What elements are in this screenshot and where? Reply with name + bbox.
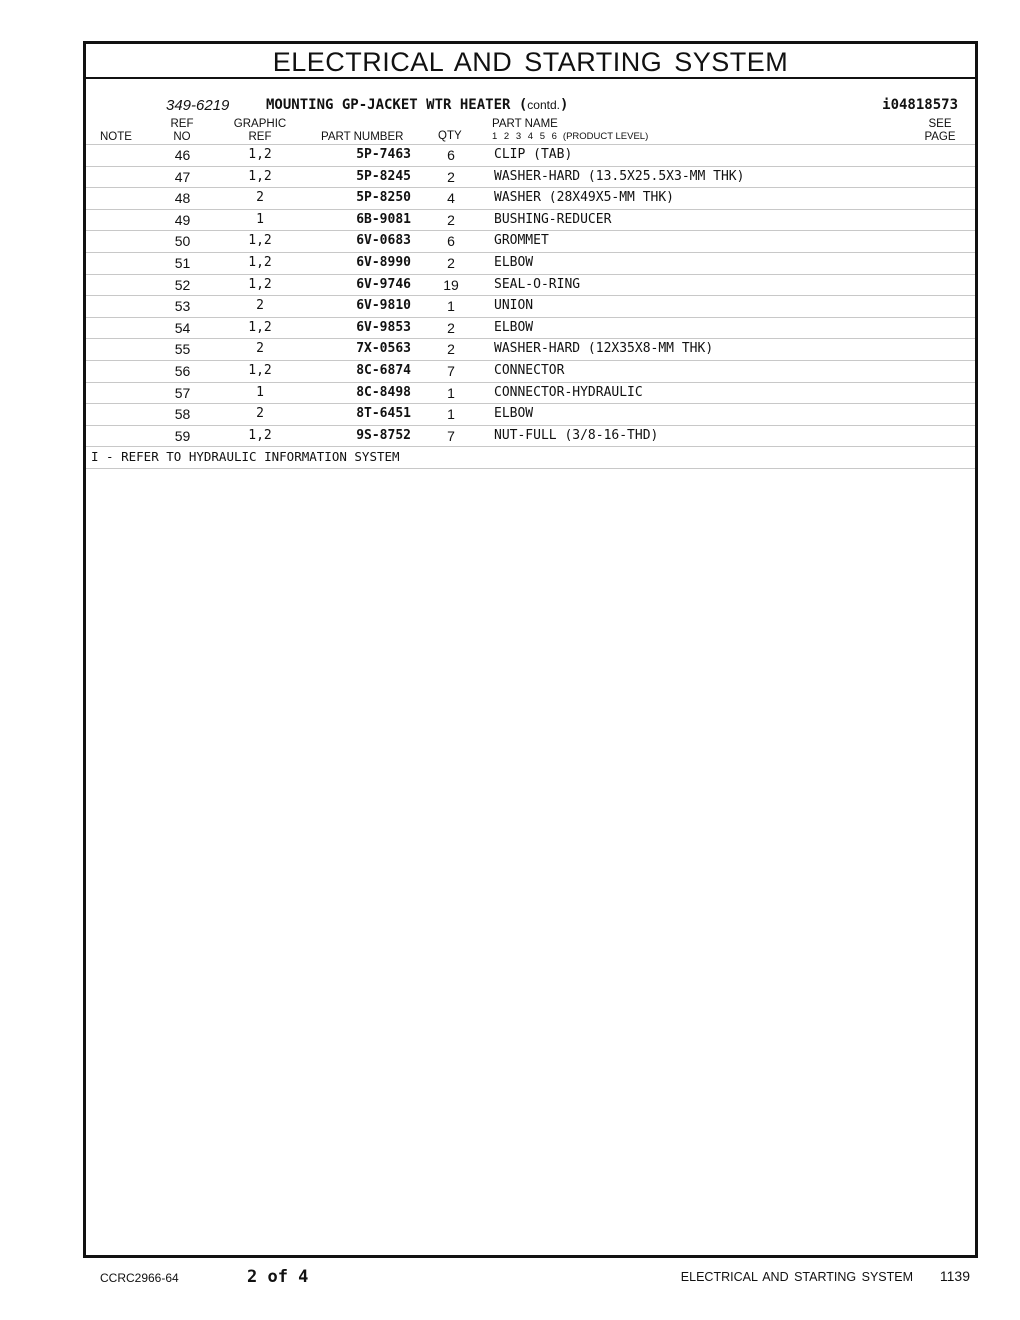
graphic-ref: 2 <box>256 406 264 422</box>
note-text: I - REFER TO HYDRAULIC INFORMATION SYSTEM <box>91 449 400 465</box>
page-title: ELECTRICAL AND STARTING SYSTEM <box>86 44 975 79</box>
page-frame <box>83 41 978 1258</box>
graphic-ref: 1,2 <box>248 276 272 292</box>
ref-no: 54 <box>174 319 191 336</box>
ref-no: 49 <box>174 211 191 228</box>
table-row <box>86 426 975 448</box>
graphic-ref: 2 <box>256 190 264 206</box>
col-graphic-bottom: REF <box>248 131 272 143</box>
col-ref <box>170 118 194 144</box>
part-name: WASHER-HARD (13.5X25.5X3-MM THK) <box>494 168 745 184</box>
part-number: 6V-9810 <box>356 298 411 314</box>
part-name: WASHER (28X49X5-MM THK) <box>494 190 675 206</box>
group-name-text: MOUNTING GP-JACKET WTR HEATER ( <box>266 97 528 113</box>
table-row <box>86 361 975 383</box>
part-name: CONNECTOR <box>494 362 565 378</box>
quantity: 2 <box>447 341 455 358</box>
graphic-ref: 1,2 <box>248 319 272 335</box>
part-number: 5P-8245 <box>356 168 411 184</box>
quantity: 1 <box>447 298 455 315</box>
part-number: 6V-9853 <box>356 319 411 335</box>
group-name-close: ) <box>560 97 569 113</box>
graphic-ref: 1,2 <box>248 147 272 162</box>
graphic-ref: 1,2 <box>248 362 272 378</box>
part-number: 6V-8990 <box>356 254 411 270</box>
group-name <box>266 97 568 113</box>
ref-no: 48 <box>174 190 191 207</box>
ref-no: 56 <box>174 362 191 379</box>
graphic-ref: 1 <box>256 211 264 227</box>
ref-no: 58 <box>174 406 191 423</box>
col-ref-top: REF <box>170 118 194 130</box>
quantity: 4 <box>447 190 455 207</box>
quantity: 7 <box>447 427 455 444</box>
part-number: 5P-8250 <box>356 190 411 206</box>
col-part-number: PART NUMBER <box>321 131 404 143</box>
col-graphic <box>232 118 288 144</box>
part-name: ELBOW <box>494 254 534 270</box>
ref-no: 47 <box>174 168 191 185</box>
part-number: 6B-9081 <box>356 211 411 227</box>
part-number: 9S-8752 <box>356 427 411 443</box>
page-footer <box>0 1266 1020 1290</box>
table-row <box>86 318 975 340</box>
quantity: 2 <box>447 168 455 185</box>
quantity: 2 <box>447 211 455 228</box>
group-id: i04818573 <box>882 97 958 113</box>
footer-section: ELECTRICAL AND STARTING SYSTEM <box>680 1270 913 1284</box>
footer-page-count: 2 of 4 <box>247 1267 309 1287</box>
graphic-ref: 2 <box>256 341 264 357</box>
graphic-ref: 2 <box>256 298 264 314</box>
graphic-ref: 1,2 <box>248 254 272 270</box>
col-product-levels <box>492 131 648 142</box>
quantity: 19 <box>443 276 459 293</box>
quantity: 2 <box>447 254 455 271</box>
part-name: BUSHING-REDUCER <box>494 211 612 227</box>
ref-no: 46 <box>174 147 191 163</box>
col-qty: QTY <box>438 130 462 142</box>
ref-no: 51 <box>174 254 191 271</box>
quantity: 7 <box>447 362 455 379</box>
product-level-numbers: 1 2 3 4 5 6 <box>492 131 557 142</box>
part-name: CONNECTOR-HYDRAULIC <box>494 384 643 400</box>
table-row <box>86 210 975 232</box>
part-name: ELBOW <box>494 319 534 335</box>
ref-no: 57 <box>174 384 191 401</box>
quantity: 1 <box>447 406 455 423</box>
quantity: 1 <box>447 384 455 401</box>
part-number: 7X-0563 <box>356 341 411 357</box>
ref-no: 55 <box>174 341 191 358</box>
contd-label: contd. <box>527 98 560 112</box>
part-number: 8C-8498 <box>356 384 411 400</box>
graphic-ref: 1,2 <box>248 168 272 184</box>
col-note: NOTE <box>100 131 132 143</box>
footer-page-number: 1139 <box>939 1268 970 1284</box>
part-name: NUT-FULL (3/8-16-THD) <box>494 427 659 443</box>
parts-table <box>86 144 975 469</box>
col-ref-bottom: NO <box>173 131 191 143</box>
part-name: UNION <box>494 298 534 314</box>
graphic-ref: 1,2 <box>248 233 272 249</box>
part-name: ELBOW <box>494 406 534 422</box>
part-number: 6V-0683 <box>356 233 411 249</box>
table-row <box>86 188 975 210</box>
col-see-page <box>922 118 958 144</box>
col-see-top: SEE <box>928 118 952 130</box>
table-row <box>86 231 975 253</box>
note-row <box>86 447 975 469</box>
part-number: 6V-9746 <box>356 276 411 292</box>
part-number: 8C-6874 <box>356 362 411 378</box>
table-row <box>86 296 975 318</box>
ref-no: 50 <box>174 233 191 250</box>
table-row <box>86 253 975 275</box>
col-part-name: PART NAME <box>492 118 558 130</box>
table-row <box>86 339 975 361</box>
ref-no: 53 <box>174 298 191 315</box>
table-row <box>86 383 975 405</box>
part-name: SEAL-O-RING <box>494 276 581 292</box>
col-see-bottom: PAGE <box>924 131 956 143</box>
part-name: CLIP (TAB) <box>494 147 573 162</box>
ref-no: 59 <box>174 427 191 444</box>
part-number: 8T-6451 <box>356 406 411 422</box>
graphic-ref: 1 <box>256 384 264 400</box>
quantity: 2 <box>447 319 455 336</box>
table-row <box>86 275 975 297</box>
part-name: WASHER-HARD (12X35X8-MM THK) <box>494 341 714 357</box>
table-row <box>86 144 975 167</box>
part-number: 5P-7463 <box>356 147 411 162</box>
col-graphic-top: GRAPHIC <box>233 118 287 130</box>
table-row <box>86 404 975 426</box>
quantity: 6 <box>447 233 455 250</box>
product-level-label: (PRODUCT LEVEL) <box>562 131 649 142</box>
quantity: 6 <box>447 147 455 163</box>
table-row <box>86 167 975 189</box>
ref-no: 52 <box>174 276 191 293</box>
group-number: 349-6219 <box>166 97 230 114</box>
graphic-ref: 1,2 <box>248 427 272 443</box>
part-name: GROMMET <box>494 233 549 249</box>
group-heading <box>86 97 975 119</box>
footer-code: CCRC2966-64 <box>100 1271 179 1285</box>
